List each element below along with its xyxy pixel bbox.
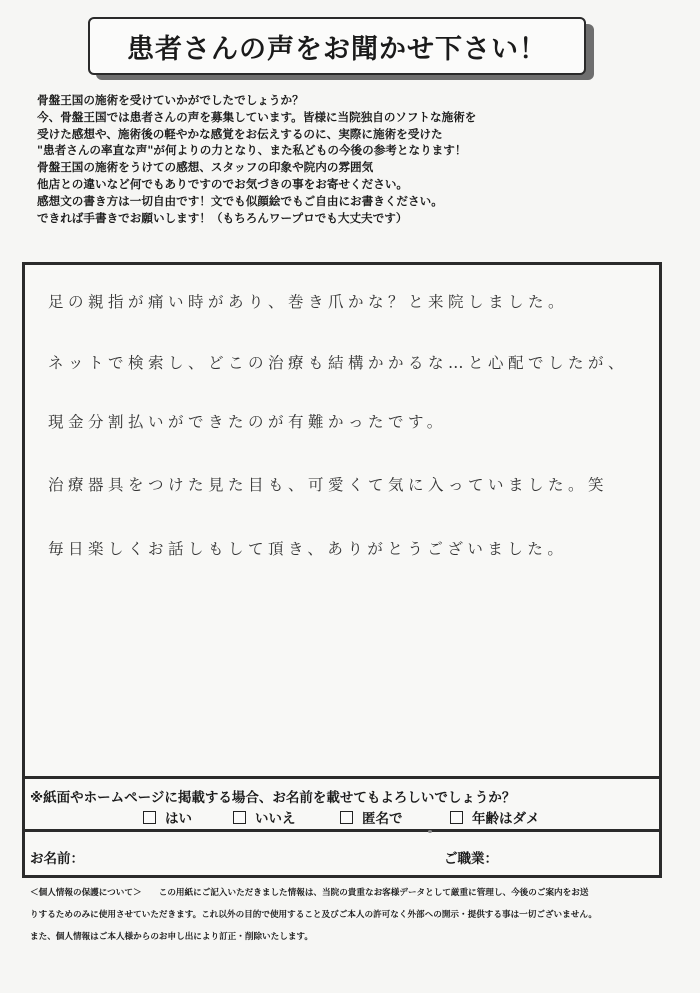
intro-line: 骨盤王国の施術をうけての感想、スタッフの印象や院内の雰囲気	[37, 160, 374, 175]
privacy-line: りするためのみに使用させていただきます。これ以外の目的で使用すること及びご本人の許可なく外部への開示・提供する事は一切ございません。	[30, 910, 598, 920]
handwritten-line: 治療器具をつけた見た目も、可愛くて気に入っていました。笑	[48, 476, 609, 494]
intro-line: 今、骨盤王国では患者さんの声を募集しています。皆様に当院独自のソフトな施術を	[37, 109, 477, 124]
option-no[interactable]	[233, 807, 296, 827]
intro-line: 他店との違いなど何でもありですのでお気づきの事をお寄せください。	[37, 176, 409, 191]
occupation-field-label: ご職業：	[444, 851, 498, 867]
privacy-line: また、個人情報はご本人様からのお申し出により訂正・削除いたします。	[30, 932, 313, 942]
checkbox-yes[interactable]	[143, 811, 156, 824]
handwritten-line: 現金分割払いができたのが有難かったです。	[48, 413, 447, 431]
intro-line: できれば手書きでお願いします！（もちろんワープロでも大丈夫です）	[37, 210, 408, 225]
handwritten-line: ネットで検索し、どこの治療も結構かかるな…と心配でしたが、	[48, 354, 629, 372]
page-title-text: 患者さんの声をお聞かせ下さい！	[127, 33, 547, 65]
privacy-line: ＜個人情報の保護について＞ この用紙にご記入いただきました情報は、当院の貴重なお客様データとして厳重に管理し、今後のご案内をお送	[30, 888, 589, 898]
intro-line: "患者さんの率直な声"が何よりの力となり、また私どもの今後の参考となります！	[37, 143, 467, 158]
page-title	[88, 17, 586, 75]
checkbox-no-age[interactable]	[450, 811, 463, 824]
option-anonymous[interactable]	[340, 807, 403, 827]
name-field-label: お名前：	[30, 851, 84, 867]
consent-options	[0, 807, 700, 827]
option-no-label: いいえ	[255, 811, 296, 827]
pencil-mark	[428, 830, 432, 833]
name-field[interactable]	[100, 843, 400, 867]
option-no-age-label: 年齢はダメ	[472, 811, 540, 827]
option-yes[interactable]	[143, 807, 192, 827]
consent-question: ※紙面やホームページに掲載する場合、お名前を載せてもよろしいでしょうか？	[30, 790, 516, 806]
checkbox-anonymous[interactable]	[340, 811, 353, 824]
divider	[22, 829, 662, 832]
option-anonymous-label: 匿名で	[362, 811, 403, 827]
occupation-field[interactable]	[515, 843, 655, 867]
intro-line: 受けた感想や、施術後の軽やかな感覚をお伝えするのに、実際に施術を受けた	[37, 126, 443, 141]
intro-text	[37, 92, 677, 226]
handwritten-line: 足の親指が痛い時があり、巻き爪かな？と来院しました。	[48, 293, 569, 311]
intro-line: 骨盤王国の施術を受けていかがでしたでしょうか？	[37, 93, 304, 107]
option-no-age[interactable]	[450, 807, 540, 827]
divider	[22, 776, 662, 779]
privacy-notice	[30, 882, 680, 948]
checkbox-no[interactable]	[233, 811, 246, 824]
option-yes-label: はい	[165, 811, 192, 827]
handwritten-line: 毎日楽しくお話しもして頂き、ありがとうございました。	[48, 540, 568, 558]
intro-line: 感想文の書き方は一切自由です！文でも似顔絵でもご自由にお書きください。	[37, 193, 443, 208]
